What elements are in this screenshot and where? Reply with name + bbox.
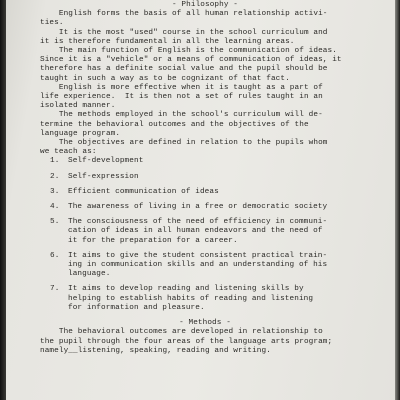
paragraph-1: English forms the basis of all human relationship activi- ties. xyxy=(40,10,328,28)
list-item-text: Efficient communication of ideas xyxy=(68,187,219,196)
section-title-philosophy: - Philosophy - xyxy=(172,1,238,9)
list-item xyxy=(40,252,370,280)
list-item xyxy=(40,188,370,197)
list-item xyxy=(40,173,370,182)
objectives-list xyxy=(40,157,370,313)
list-item-number: 1. xyxy=(50,157,60,166)
section-title-methods: - Methods - xyxy=(179,319,231,328)
list-item-text: It aims to give the student consistent practical train- ing in communication skills and an understanding of his language. xyxy=(68,251,328,279)
list-item-number: 3. xyxy=(50,187,60,196)
paragraph-2: It is the most "used" course in the school curriculum and it is therefore fundamental in all the learning areas. xyxy=(40,28,328,46)
list-item-text: The awareness of living in a free or democratic society xyxy=(68,203,328,212)
methods-paragraph: The behavioral outcomes are developed in relationship to the pupil through the four areas of the language arts program; namely__listening, speaking, reading and writing. xyxy=(40,328,333,355)
paragraph-4: English is more effective when it is taught as a part of life experience. It is then not a set of rules taught in an isolated manner. xyxy=(40,83,323,111)
paragraph-5: The methods employed in the school's curriculum will de- termine the behavioral outcomes and the objectives of the language program. xyxy=(40,111,323,138)
list-item-number: 7. xyxy=(50,285,60,294)
list-item xyxy=(40,285,370,313)
list-item xyxy=(40,157,370,166)
list-item-number: 4. xyxy=(50,203,60,212)
list-item-text: The consciousness of the need of efficiency in communi- cation of ideas in all human endeavors and the need of it for the preparation for a career. xyxy=(68,218,328,245)
paragraph-3: The main function of English is the communication of ideas. Since it is a "vehicle" or a means of communication of ideas, it therefore has a definite social value and the pupil should be taught in such a way as to be cognizant of that fact. xyxy=(40,47,342,83)
list-item xyxy=(40,203,370,212)
list-item-text: Self-expression xyxy=(68,172,139,181)
page-right-edge xyxy=(395,0,400,400)
list-item-number: 5. xyxy=(50,218,60,227)
list-item-number: 6. xyxy=(50,251,60,260)
list-item-text: Self-development xyxy=(68,157,144,166)
list-item xyxy=(40,218,370,246)
document-body xyxy=(40,1,370,356)
objectives-intro: The objectives are defined in relation to the pupils whom we teach as: xyxy=(40,139,328,157)
list-item-number: 2. xyxy=(50,172,60,181)
page-binding-edge xyxy=(0,0,6,400)
list-item-text: It aims to develop reading and listening skills by helping to establish habits of reading and listening for information and pleasure. xyxy=(68,285,314,312)
